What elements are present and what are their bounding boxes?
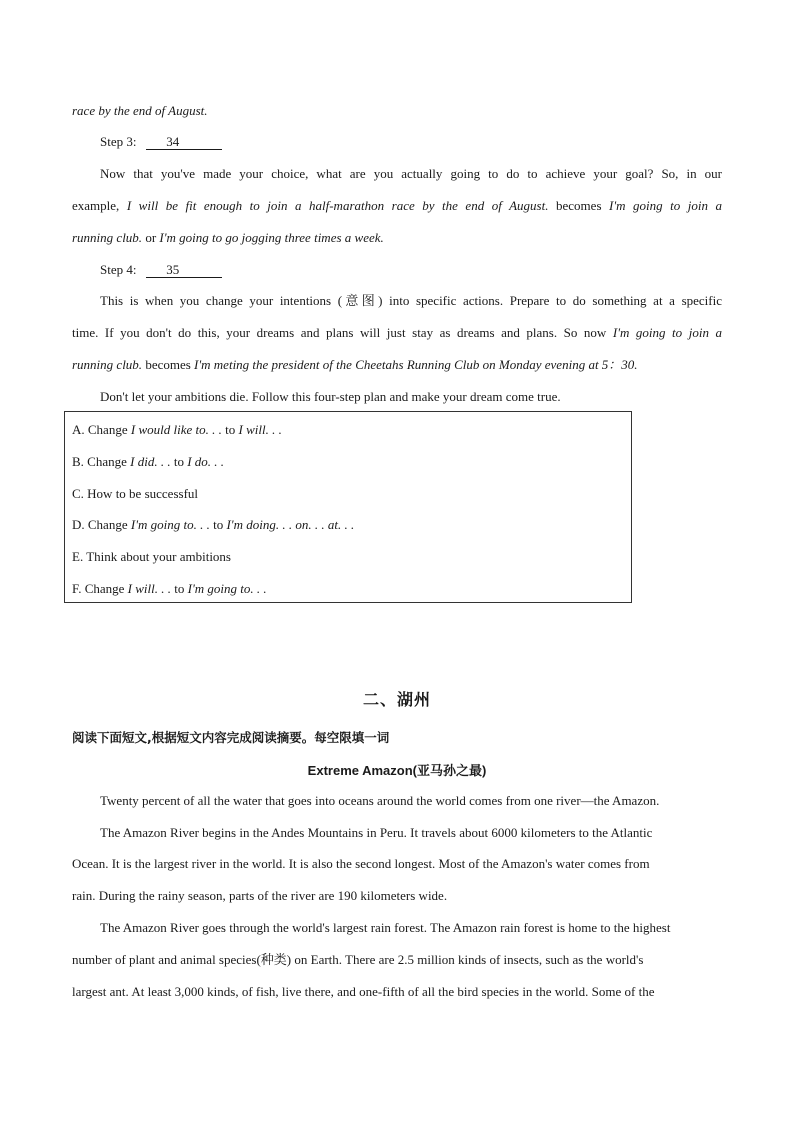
paragraph-line: The Amazon River goes through the world's largest rain forest. The Amazon rain forest is home to the highest <box>100 920 671 935</box>
paragraph-line: time. If you don't do this, your dreams and plans will just stay as dreams and plans. So now I'm going to join a <box>72 325 722 340</box>
step-4-line: Step 4: 35 <box>100 261 722 279</box>
answer-blank-34[interactable]: 34 <box>146 135 222 150</box>
paragraph-line: running club. becomes I'm meting the president of the Cheetahs Running Club on Monday evening at 5：30. <box>72 357 638 372</box>
option-b[interactable]: B. Change I did. . . to I do. . . <box>72 454 225 469</box>
option-d[interactable]: D. Change I'm going to. . . to I'm doing. . . on. . . at. . . <box>72 517 355 532</box>
paragraph-line: The Amazon River begins in the Andes Mountains in Peru. It travels about 6000 kilometers to the Atlantic <box>100 825 653 840</box>
paragraph-line: running club. or I'm going to go jogging three times a week. <box>72 230 384 245</box>
instruction-text: 阅读下面短文,根据短文内容完成阅读摘要。每空限填一词 <box>72 730 390 745</box>
article-title: Extreme Amazon(亚马孙之最) <box>307 763 487 778</box>
answer-blank-35[interactable]: 35 <box>146 263 222 278</box>
paragraph-line: number of plant and animal species(种类) on Earth. There are 2.5 million kinds of insects, such as the world's <box>72 952 644 967</box>
paragraph-line: Don't let your ambitions die. Follow this four-step plan and make your dream come true. <box>100 389 561 404</box>
option-f[interactable]: F. Change I will. . . to I'm going to. . . <box>72 581 267 596</box>
paragraph-line: This is when you change your intentions (意图) into specific actions. Prepare to do something at a specific <box>100 293 722 308</box>
options-box <box>64 411 632 603</box>
option-e[interactable]: E. Think about your ambitions <box>72 549 231 564</box>
option-a[interactable]: A. Change I would like to. . . to I will. . . <box>72 422 282 437</box>
paragraph-line: example, I will be fit enough to join a half-marathon race by the end of August. becomes I'm going to join a <box>72 198 723 213</box>
paragraph-line: Ocean. It is the largest river in the world. It is also the second longest. Most of the Amazon's water comes from <box>72 856 650 871</box>
step-3-line: Step 3: 34 <box>100 133 722 151</box>
option-c[interactable]: C. How to be successful <box>72 486 199 501</box>
paragraph-line: Twenty percent of all the water that goes into oceans around the world comes from one river—the Amazon. <box>100 793 660 808</box>
paragraph-line: largest ant. At least 3,000 kinds, of fish, live there, and one-fifth of all the bird species in the world. Some of the <box>72 984 655 999</box>
section-title: 二、湖州 <box>362 690 431 709</box>
paragraph-line: rain. During the rainy season, parts of the river are 190 kilometers wide. <box>72 888 448 903</box>
paragraph-line: Now that you've made your choice, what are you actually going to do to achieve your goal? So, in our <box>100 166 722 181</box>
text-line: race by the end of August. <box>72 103 208 118</box>
